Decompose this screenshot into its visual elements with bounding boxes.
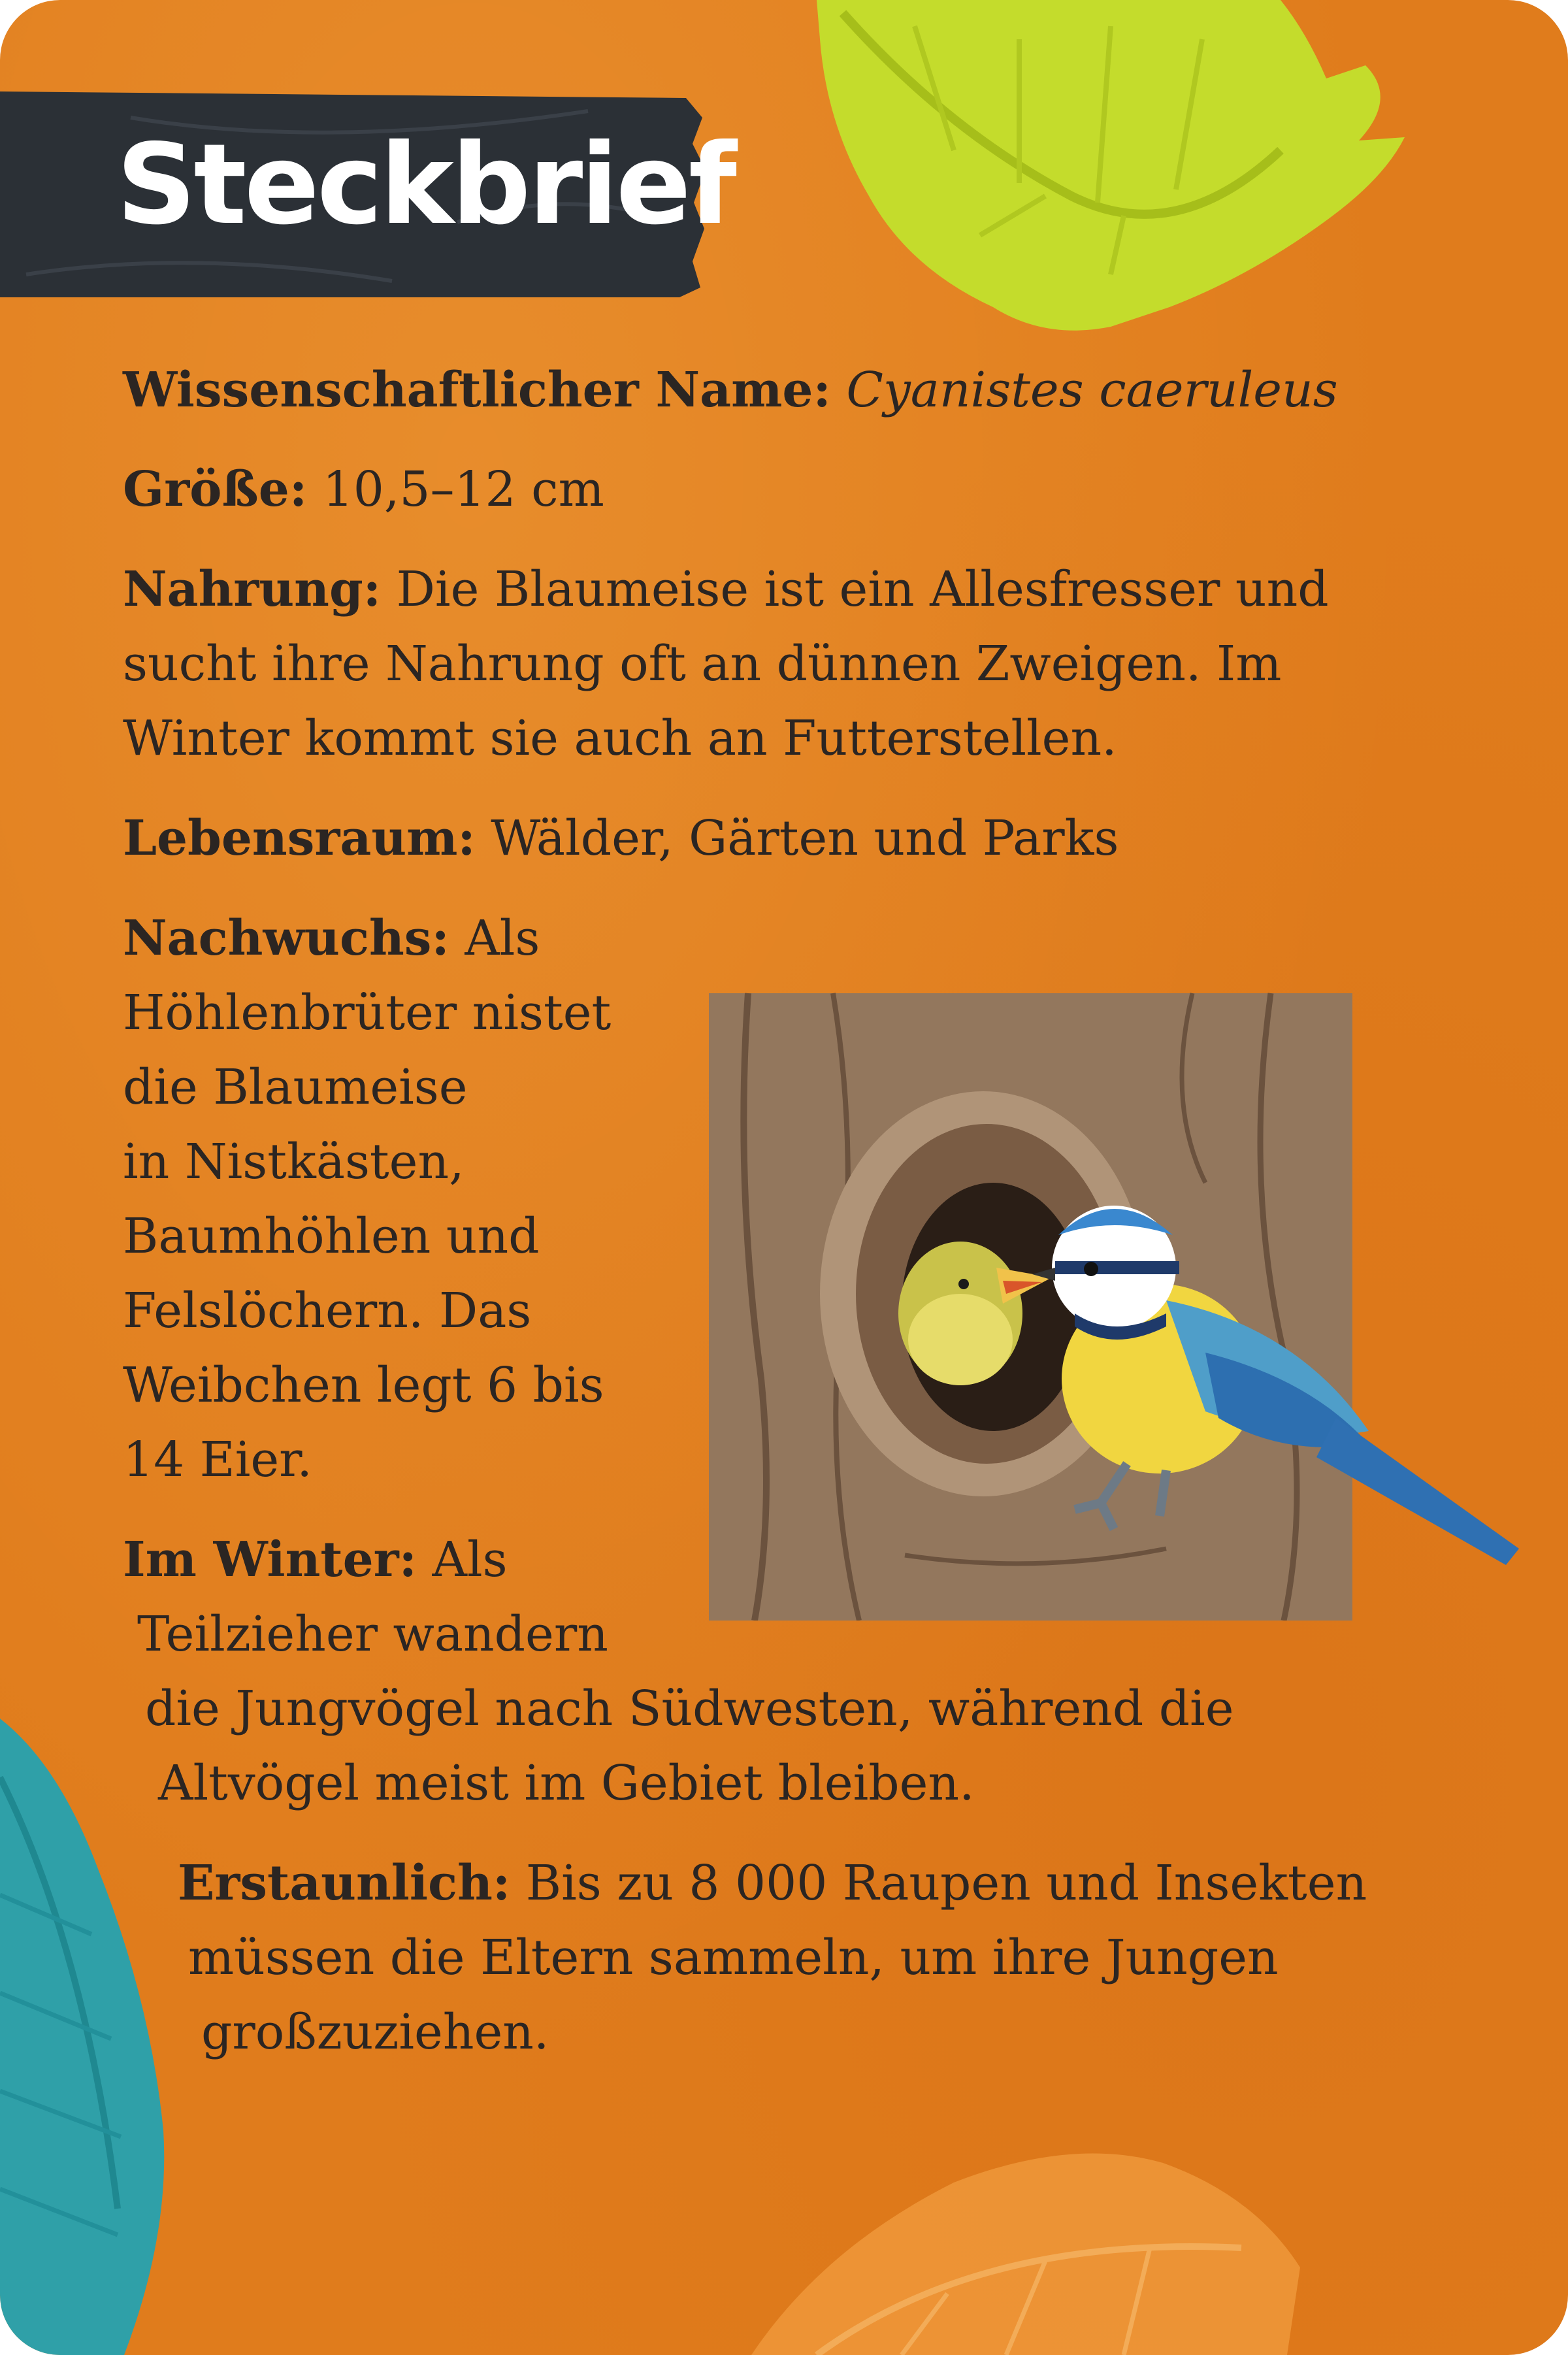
winter-line-3: die Jungvögel nach Südwesten, während die xyxy=(145,1681,1234,1737)
habitat-line xyxy=(123,801,1119,876)
amazing-label: Erstaunlich: xyxy=(178,1855,511,1911)
amazing-line-3: großzuziehen. xyxy=(201,2004,549,2060)
offspring-line-8: 14 Eier. xyxy=(123,1432,312,1488)
offspring-label: Nachwuchs: xyxy=(123,910,449,966)
habitat-label: Lebensraum: xyxy=(123,810,476,866)
card-title: Steckbrief xyxy=(116,120,734,250)
winter-line-4: Altvögel meist im Gebiet bleiben. xyxy=(158,1755,975,1811)
scientific-name-value: Cyanistes caeruleus xyxy=(846,362,1338,418)
offspring-line-3: die Blaumeise xyxy=(123,1059,468,1115)
offspring-line-7: Weibchen legt 6 bis xyxy=(123,1357,604,1413)
winter-label: Im Winter: xyxy=(123,1532,417,1588)
blue-tit-feeding-chick-in-tree-hole-icon xyxy=(709,987,1532,1621)
offspring-text-1: Als xyxy=(465,910,540,966)
offspring-line-1 xyxy=(123,901,540,976)
food-text-1: Die Blaumeise ist ein Allesfresser und xyxy=(396,561,1329,618)
scientific-name-line xyxy=(123,353,1338,427)
offspring-line-5: Baumhöhlen und xyxy=(123,1208,540,1264)
winter-text-1: Als xyxy=(432,1532,508,1588)
food-line-1 xyxy=(123,552,1329,627)
food-line-3: Winter kommt sie auch an Futterstellen. xyxy=(123,710,1117,766)
food-line-2: sucht ihre Nahrung oft an dünnen Zweigen. Im xyxy=(123,636,1282,692)
size-value: 10,5–12 cm xyxy=(322,461,604,518)
size-label: Größe: xyxy=(123,461,308,518)
size-line xyxy=(123,452,604,527)
offspring-line-2: Höhlenbrüter nistet xyxy=(123,985,612,1041)
scientific-name-label: Wissenschaftlicher Name: xyxy=(123,362,831,418)
amazing-text-1: Bis zu 8 000 Raupen und Insekten xyxy=(525,1855,1367,1911)
amazing-line-1 xyxy=(178,1846,1367,1920)
winter-line-2: Teilzieher wandern xyxy=(137,1606,608,1662)
amazing-line-2: müssen die Eltern sammeln, um ihre Jungen xyxy=(188,1930,1279,1986)
offspring-line-6: Felslöchern. Das xyxy=(123,1283,532,1339)
food-label: Nahrung: xyxy=(123,561,382,618)
offspring-line-4: in Nistkästen, xyxy=(123,1134,465,1190)
habitat-value: Wälder, Gärten und Parks xyxy=(491,810,1119,866)
winter-line-1 xyxy=(123,1523,508,1597)
